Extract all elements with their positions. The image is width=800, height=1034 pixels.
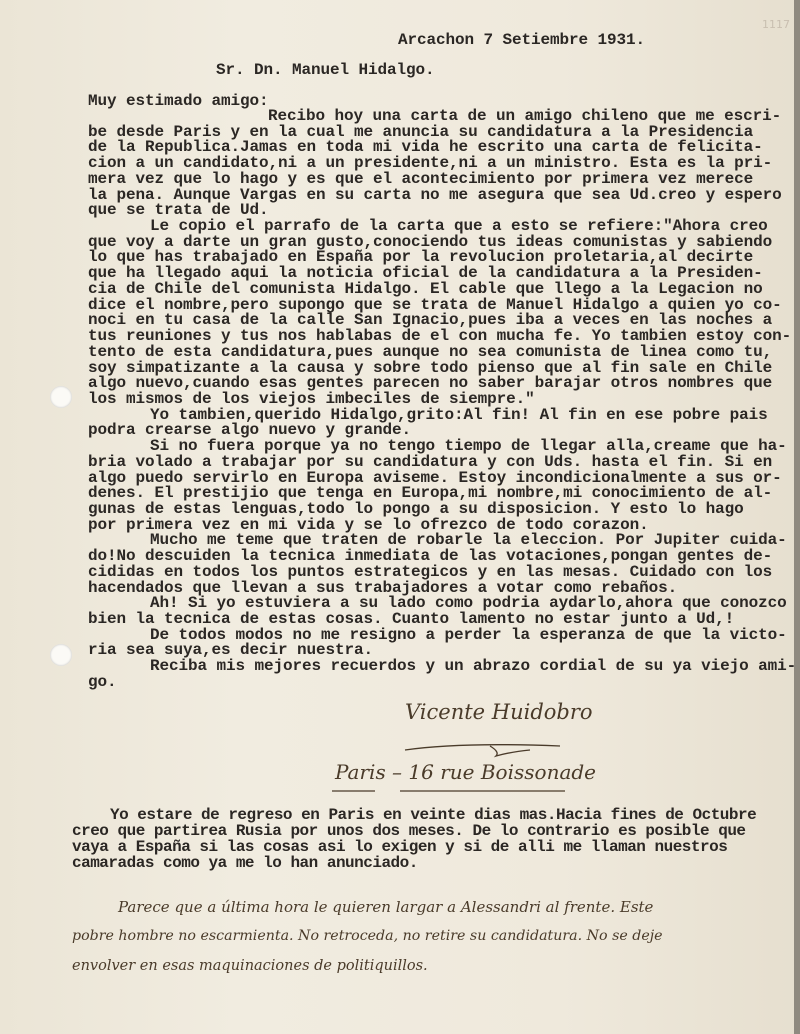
signature: Vicente Huidobro xyxy=(405,700,593,724)
body-line: De todos modos no me resigno a perder la esperanza de que la victo- xyxy=(150,625,787,644)
body-line: mera vez que lo hago y es que el acontecimiento por primera vez merece xyxy=(88,169,754,188)
body-line: bria volado a trabajar por su candidatura y con Uds. hasta el fin. Si en xyxy=(88,452,773,471)
salutation: Muy estimado amigo: xyxy=(88,92,269,110)
sender-address: Paris – 16 rue Boissonade xyxy=(335,760,597,784)
punch-hole xyxy=(50,644,72,666)
page-edge xyxy=(794,0,800,1034)
body-line: soy simpatizante a la causa y sobre todo pienso que al fin sale en Chile xyxy=(88,358,773,377)
body-line: cion a un candidato,ni a un presidente,ni a un ministro. Esta es la pri- xyxy=(88,154,773,173)
body-line: por primera vez en mi vida y se lo ofrezco de todo corazon. xyxy=(88,515,649,534)
body-line: que ha llegado aqui la noticia oficial de la candidatura a la Presiden- xyxy=(88,264,763,283)
body-line: algo puedo servirlo en Europa aviseme. Estoy incondicionalmente a sus or- xyxy=(88,468,782,487)
body-line: bien la tecnica de estas cosas. Cuanto lamento no estar junto a Ud,! xyxy=(88,610,735,629)
body-line: tento de esta candidatura,pues aunque no sea comunista de linea como tu, xyxy=(88,342,773,361)
body-line: tus reuniones y tus nos hablabas de el con mucha fe. Yo tambien estoy con- xyxy=(88,327,792,346)
archive-number: 1117 xyxy=(762,18,790,31)
handwritten-note-line: envolver en esas maquinaciones de politiquillos. xyxy=(72,958,428,974)
body-line: go. xyxy=(88,672,117,691)
body-line: do!No descuiden la tecnica inmediata de las votaciones,pongan gentes de- xyxy=(88,547,773,566)
body-line: cididas en todos los puntos estrategicos y en las mesas. Cuidado con los xyxy=(88,562,773,581)
body-line: Yo tambien,querido Hidalgo,grito:Al fin! Al fin en ese pobre pais xyxy=(150,405,768,424)
postscript-line: Yo estare de regreso en Paris en veinte dias mas.Hacia fines de Octubre xyxy=(110,806,757,824)
body-line: noci en tu casa de la calle San Ignacio,pues iba a veces en las noches a xyxy=(88,311,773,330)
body-line: Recibo hoy una carta de un amigo chileno que me escri- xyxy=(268,107,782,125)
address-underline xyxy=(330,788,570,794)
body-line: que voy a darte un gran gusto,conociendo tus ideas comunistas y sabiendo xyxy=(88,232,773,251)
body-line: Ah! Si yo estuviera a su lado como podria aydarlo,ahora que conozco xyxy=(150,594,787,613)
body-line: gunas de estas lenguas,todo lo pongo a su disposicion. Y esto lo hago xyxy=(88,500,744,518)
body-line: que se trata de Ud. xyxy=(88,201,269,220)
body-line: Reciba mis mejores recuerdos y un abrazo cordial de su ya viejo ami- xyxy=(150,657,797,676)
postscript-line: vaya a España si las cosas asi lo exigen y si de alli me llaman nuestros xyxy=(72,838,728,856)
body-line: la pena. Aunque Vargas en su carta no me asegura que sea Ud.creo y espero xyxy=(88,185,782,204)
body-line: denes. El prestijio que tenga en Europa,mi nombre,mi conocimiento de al- xyxy=(88,484,773,503)
postscript-line: creo que partirea Rusia por unos dos meses. De lo contrario es posible que xyxy=(72,822,746,840)
body-line: de la Republica.Jamas en toda mi vida he escrito una carta de felicita- xyxy=(88,138,763,157)
body-line: Le copio el parrafo de la carta que a esto se refiere:"Ahora creo xyxy=(150,217,768,236)
body-line: dice el nombre,pero supongo que se trata de Manuel Hidalgo a quien yo co- xyxy=(88,295,782,314)
body-line: be desde Paris y en la cual me anuncia su candidatura a la Presidencia xyxy=(88,122,754,141)
body-line: Mucho me teme que traten de robarle la eleccion. Por Jupiter cuida- xyxy=(150,531,787,550)
body-line: algo nuevo,cuando esas gentes parecen no saber barajar otros nombres que xyxy=(88,374,773,393)
handwritten-note-line: pobre hombre no escarmienta. No retroceda, no retire su candidatura. No se deje xyxy=(72,928,663,944)
body-line: hacendados que llevan a sus trabajadores a votar como rebaños. xyxy=(88,578,678,597)
body-line: cia de Chile del comunista Hidalgo. El cable que llego a la Legacion no xyxy=(88,279,763,298)
body-line: ria sea suya,es decir nuestra. xyxy=(88,641,374,660)
body-line: lo que has trabajado en España por la revolucion proletaria,al decirte xyxy=(88,248,754,267)
place-date: Arcachon 7 Setiembre 1931. xyxy=(398,31,646,49)
body-line: Si no fuera porque ya no tengo tiempo de llegar alla,creame que ha- xyxy=(150,437,787,456)
postscript-line: camaradas como ya me lo han anunciado. xyxy=(72,854,418,872)
signature-flourish xyxy=(400,738,570,760)
body-line: podra crearse algo nuevo y grande. xyxy=(88,421,412,440)
handwritten-note-line: Parece que a última hora le quieren largar a Alessandri al frente. Este xyxy=(118,898,654,916)
punch-hole xyxy=(50,386,72,408)
recipient: Sr. Dn. Manuel Hidalgo. xyxy=(216,61,435,79)
body-line: los mismos de los viejos imbeciles de siempre." xyxy=(88,389,535,408)
